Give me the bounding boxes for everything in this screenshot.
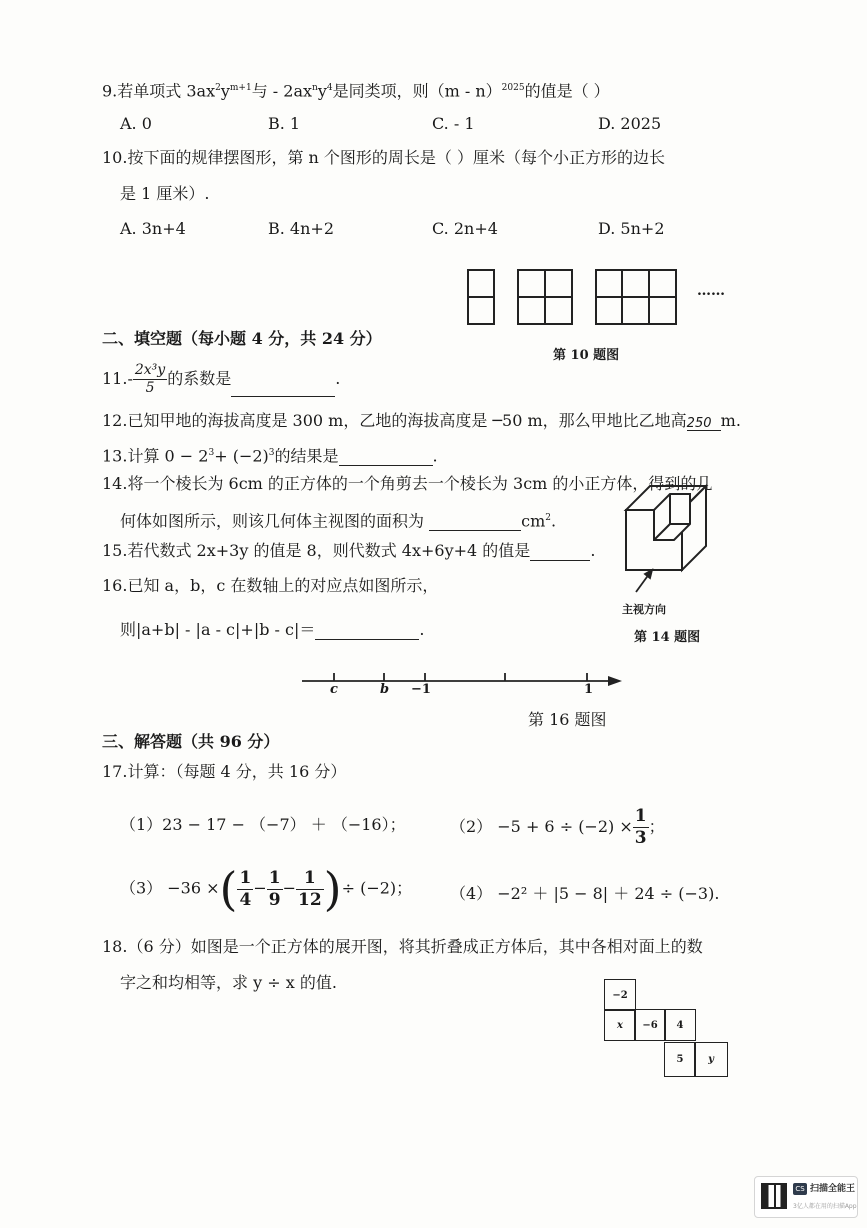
- axis-label-b: b: [380, 682, 390, 697]
- qr-code-icon: [761, 1183, 787, 1209]
- q10-ellipsis: ……: [697, 283, 725, 299]
- q16-line2: 则|a+b| - |a - c|+|b - c|＝ .: [120, 620, 425, 639]
- q14-answer-blank[interactable]: [429, 514, 521, 531]
- q16-line1: 16.已知 a，b，c 在数轴上的对应点如图所示，: [102, 576, 439, 595]
- q18-line2: 字之和均相等，求 y ÷ x 的值.: [120, 973, 337, 992]
- net-cell-neg6: −6: [634, 1009, 666, 1041]
- q16-caption: 第 16 题图: [528, 710, 607, 729]
- scanner-watermark: [754, 1176, 858, 1218]
- q10-stem-line2: 是 1 厘米）.: [120, 184, 210, 203]
- q15: 15.若代数式 2x+3y 的值是 8，则代数式 4x+6y+4 的值是 .: [102, 541, 596, 560]
- q18-line1: 18.（6 分）如图是一个正方体的展开图，将其折叠成正方体后，其中各相对面上的数: [102, 937, 703, 956]
- q10-option-a: A. 3n+4: [120, 219, 186, 238]
- q10-option-c: C. 2n+4: [432, 219, 498, 238]
- q13-answer-blank[interactable]: [339, 449, 433, 466]
- camscanner-logo-icon: CS: [793, 1183, 807, 1195]
- net-cell-4: 4: [664, 1009, 696, 1041]
- q17-part4: （4） −2² ＋ |5 − 8| ＋ 24 ÷ (−3).: [450, 884, 720, 903]
- q10-option-b: B. 4n+2: [268, 219, 334, 238]
- q17-part2: （2） −5 + 6 ÷ (−2) × $\frac{1}{3}$ ；: [450, 806, 665, 848]
- q9-option-a: A. 0: [120, 114, 152, 133]
- q11: 11.- $\frac{\text{2x³y}}{5}$ 的系数是 .: [102, 362, 341, 396]
- net-cell-x: x: [604, 1009, 636, 1041]
- q9-option-c: C. - 1: [432, 114, 475, 133]
- scanner-tagline: 3亿人都在用的扫描App: [793, 1203, 857, 1210]
- q9-option-d: D. 2025: [598, 114, 662, 133]
- q10-option-d: D. 5n+2: [598, 219, 665, 238]
- q10-caption: 第 10 题图: [553, 348, 620, 363]
- q14-line2: 何体如图所示，则该几何体主视图的面积为 $cm^2$.: [120, 511, 557, 531]
- q16-answer-blank[interactable]: [315, 623, 419, 640]
- q9-stem: 9.若单项式 $3ax^2y^{m+1}$与 - $2ax^ny^4$是同类项，则（m - n）$^{2025}$的值是（ ）: [102, 81, 610, 101]
- axis-label-c: c: [330, 682, 338, 697]
- q14-figure: [618, 474, 718, 604]
- section3-title: 三、解答题（共 96 分）: [102, 732, 280, 751]
- net-cell-y: y: [694, 1042, 728, 1077]
- q17-part3: （3） −36 ×( $\frac{1}{4}$ − $\frac{1}{9}$ − $\frac{1}{12}$ )÷ (−2)；: [120, 862, 413, 916]
- q12-handwritten-answer: 250: [687, 414, 721, 431]
- q13: 13.计算 $0 - 2^3+ (-2)^3$的结果是 .: [102, 446, 438, 466]
- net-cell-top: −2: [604, 979, 636, 1011]
- q17-part1: （1）23 − 17 − （−7） ＋ （−16）；: [120, 815, 406, 834]
- q12: 12.已知甲地的海拔高度是 300 m，乙地的海拔高度是 ─50 m，那么甲地比乙地高250 m.: [102, 411, 741, 431]
- q14-caption: 第 14 题图: [634, 630, 701, 645]
- section2-title: 二、填空题（每小题 4 分，共 24 分）: [102, 329, 382, 348]
- q17-title: 17.计算：（每题 4 分，共 16 分）: [102, 762, 347, 781]
- q16-number-line: [298, 668, 628, 700]
- q11-answer-blank[interactable]: [231, 380, 335, 397]
- net-cell-5: 5: [664, 1042, 696, 1077]
- q15-answer-blank[interactable]: [530, 544, 590, 561]
- q9-option-b: B. 1: [268, 114, 301, 133]
- q14-arrow-label: 主视方向: [622, 603, 666, 616]
- q10-stem-line1: 10.按下面的规律摆图形，第 n 个图形的周长是（ ）厘米（每个小正方形的边长: [102, 148, 666, 167]
- scanner-name: 扫描全能王: [810, 1184, 856, 1194]
- q14-line1: 14.将一个棱长为 6cm 的正方体的一个角剪去一个棱长为 3cm 的小正方体，得到的几: [102, 474, 713, 493]
- axis-label-neg1: −1: [411, 682, 431, 697]
- axis-label-1: 1: [584, 682, 594, 697]
